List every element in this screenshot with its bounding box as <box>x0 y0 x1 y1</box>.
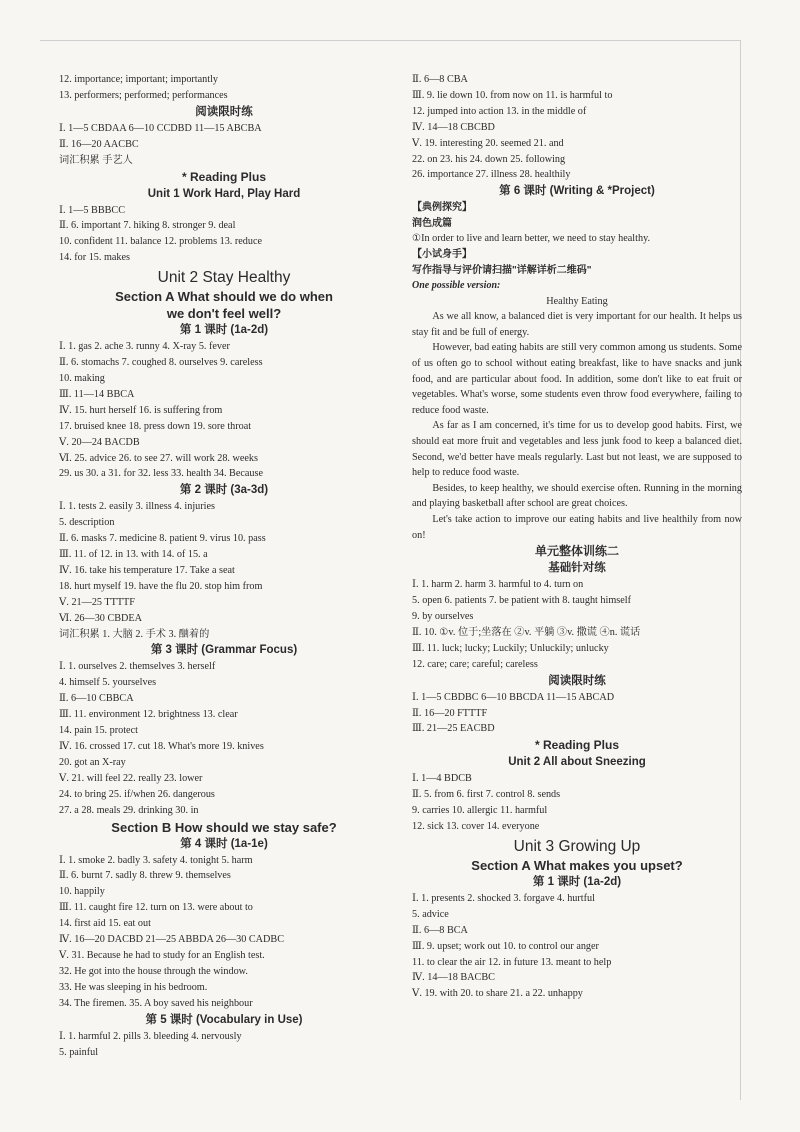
small-bold-right-column-9: 润色成篇 <box>412 217 452 229</box>
lesson-title-left-column-58: 第 5 课时 (Vocabulary in Use) <box>145 1013 303 1026</box>
line-left-column-8: Ⅰ. 1—5 BBBCC <box>59 204 126 216</box>
lesson-title-left-column-2: 阅读限时练 <box>195 105 253 118</box>
line-left-column-16: Ⅰ. 1. gas 2. ache 3. runny 4. X-ray 5. fever <box>59 341 230 353</box>
line-left-column-39: Ⅲ. 11. environment 12. brightness 13. clear <box>59 709 238 721</box>
line-left-column-18: 10. making <box>59 372 105 384</box>
line-right-column-6: 26. importance 27. illness 28. healthily <box>412 169 571 181</box>
small-bold-right-column-12: 写作指导与评价请扫描"详解详析二维码" <box>412 264 592 276</box>
sec-center-right-column-20: 单元整体训练二 <box>534 544 619 559</box>
section-heading-left-column-46: Section B How should we stay safe? <box>111 819 337 835</box>
line-left-column-52: 14. first aid 15. eat out <box>59 918 151 930</box>
line-right-column-47: Ⅴ. 19. with 20. to share 21. a 22. unhappy <box>412 988 583 1000</box>
line-left-column-11: 14. for 15. makes <box>59 252 131 264</box>
line-right-column-1: Ⅲ. 9. lie down 10. from now on 11. is harmful to <box>412 89 613 101</box>
line-left-column-21: 17. bruised knee 18. press down 19. sore throat <box>59 420 252 432</box>
line-left-column-30: Ⅳ. 16. take his temperature 17. Take a seat <box>59 564 235 576</box>
line-left-column-60: 5. painful <box>59 1046 99 1058</box>
lesson-title-right-column-21: 基础针对练 <box>548 562 606 575</box>
line-right-column-44: Ⅲ. 9. upset; work out 10. to control our anger <box>412 940 599 952</box>
line-right-column-29: Ⅰ. 1—5 CBDBC 6—10 BBCDA 11—15 ABCAD <box>412 691 615 703</box>
line-left-column-19: Ⅲ. 11—14 BBCA <box>59 388 135 400</box>
lesson-title-left-column-25: 第 2 课时 (3a-3d) <box>179 484 269 497</box>
line-left-column-57: 34. The firemen. 35. A boy saved his neighbour <box>59 997 253 1009</box>
line-right-column-3: Ⅳ. 14—18 CBCBD <box>412 121 495 133</box>
unit-heading-right-column-38: Unit 3 Growing Up <box>513 837 641 855</box>
line-right-column-4: Ⅴ. 19. interesting 20. seemed 21. and <box>412 137 564 149</box>
line-right-column-37: 12. sick 13. cover 14. everyone <box>412 821 540 833</box>
sec-center-right-column-32: * Reading Plus <box>534 738 620 753</box>
line-left-column-34: 词汇积累 1. 大脑 2. 手术 3. 酗着的 <box>59 628 210 640</box>
line-right-column-5: 22. on 23. his 24. down 25. following <box>412 153 566 165</box>
section-heading-left-column-13: Section A What should we do when <box>115 289 333 305</box>
para-right-column-15: As we all know, a balanced diet is very important for our health. It helps us stay fit and be full of energy. <box>412 311 742 338</box>
line-left-column-44: 24. to bring 25. if/when 26. dangerous <box>59 788 215 800</box>
para-right-column-17: As far as I am concerned, it's time for us to develop good habits. First, we should eat more fruit and vegetables and less junk food to keep a balanced diet. Second, we'd better have meals regularly. Last but not least, we are supposed to help to reduce food waste. <box>412 420 742 479</box>
line-left-column-10: 10. confident 11. balance 12. problems 13. reduce <box>59 236 263 248</box>
line-left-column-32: Ⅴ. 21—25 TTTTF <box>59 596 135 608</box>
line-left-column-9: Ⅱ. 6. important 7. hiking 8. stronger 9. deal <box>59 220 236 232</box>
para-right-column-18: Besides, to keep healthy, we should exercise often. Running in the morning and playing basketball after school are great choices. <box>412 482 742 510</box>
line-left-column-54: Ⅴ. 31. Because he had to study for an English test. <box>59 949 265 961</box>
line-left-column-28: Ⅱ. 6. masks 7. medicine 8. patient 9. virus 10. pass <box>59 533 266 545</box>
line-left-column-26: Ⅰ. 1. tests 2. easily 3. illness 4. injuries <box>59 501 215 513</box>
line-right-column-31: Ⅲ. 21—25 EACBD <box>412 723 495 735</box>
line-left-column-56: 33. He was sleeping in his bedroom. <box>59 981 208 993</box>
small-bold-right-column-8: 【典例探究】 <box>412 202 472 214</box>
line-right-column-25: Ⅱ. 10. ①v. 位于;坐落在 ②v. 平躺 ③v. 撒谎 ④n. 谎话 <box>412 626 641 638</box>
line-left-column-33: Ⅵ. 26—30 CBDEA <box>59 612 142 624</box>
line-left-column-51: Ⅲ. 11. caught fire 12. turn on 13. were about to <box>59 902 253 914</box>
page-top-border <box>40 40 740 41</box>
line-right-column-2: 12. jumped into action 13. in the middle of <box>412 105 587 117</box>
line-left-column-49: Ⅱ. 6. burnt 7. sadly 8. threw 9. themselves <box>59 870 231 882</box>
left-column <box>59 72 389 1060</box>
para-right-column-19: Let's take action to improve our eating habits and live healthily from now on! <box>412 513 742 541</box>
line-left-column-5: 词汇积累 手艺人 <box>59 154 133 166</box>
small-bold-right-column-11: 【小试身手】 <box>412 249 472 261</box>
line-right-column-43: Ⅱ. 6—8 BCA <box>412 924 468 936</box>
line-right-column-27: 12. care; care; careful; careless <box>412 658 538 670</box>
line-left-column-20: Ⅳ. 15. hurt herself 16. is suffering from <box>59 404 223 416</box>
line-left-column-4: Ⅱ. 16—20 AACBC <box>59 138 139 150</box>
line-right-column-22: Ⅰ. 1. harm 2. harm 3. harmful to 4. turn on <box>412 579 584 591</box>
sec-center-left-column-6: * Reading Plus <box>181 169 267 184</box>
line-left-column-50: 10. happily <box>59 886 105 898</box>
line-left-column-41: Ⅳ. 16. crossed 17. cut 18. What's more 19. knives <box>59 741 264 752</box>
line-right-column-10: ①In order to live and learn better, we need to stay healthy. <box>412 233 651 245</box>
line-right-column-42: 5. advice <box>412 908 449 920</box>
lesson-title-right-column-28: 阅读限时练 <box>548 674 606 687</box>
essay-title-right-column-14: Healthy Eating <box>546 295 608 307</box>
line-left-column-45: 27. a 28. meals 29. drinking 30. in <box>59 804 199 816</box>
line-right-column-23: 5. open 6. patients 7. be patient with 8. taught himself <box>412 595 631 607</box>
line-left-column-55: 32. He got into the house through the window. <box>59 965 248 977</box>
section-heading-right-column-39: Section A What makes you upset? <box>471 857 683 873</box>
line-left-column-48: Ⅰ. 1. smoke 2. badly 3. safety 4. tonight 5. harm <box>59 854 253 866</box>
line-left-column-17: Ⅱ. 6. stomachs 7. coughed 8. ourselves 9. careless <box>59 357 263 369</box>
line-right-column-41: Ⅰ. 1. presents 2. shocked 3. forgave 4. hurtful <box>412 892 595 904</box>
italic-bold-right-column-13: One possible version: <box>412 280 501 292</box>
line-right-column-30: Ⅱ. 16—20 FTTTF <box>412 707 488 719</box>
unit-heading-left-column-12: Unit 2 Stay Healthy <box>157 269 291 287</box>
line-right-column-34: Ⅰ. 1—4 BDCB <box>412 773 472 785</box>
lesson-title-right-column-7: 第 6 课时 (Writing & *Project) <box>499 185 655 198</box>
line-left-column-0: 12. importance; important; importantly <box>59 74 219 85</box>
lesson-title-right-column-40: 第 1 课时 (1a-2d) <box>532 875 622 888</box>
line-left-column-42: 20. got an X-ray <box>59 756 126 768</box>
lesson-title-left-column-35: 第 3 课时 (Grammar Focus) <box>150 644 298 657</box>
line-left-column-36: Ⅰ. 1. ourselves 2. themselves 3. herself <box>59 661 216 673</box>
line-right-column-35: Ⅱ. 5. from 6. first 7. control 8. sends <box>412 789 561 801</box>
line-left-column-38: Ⅱ. 6—10 CBBCA <box>59 693 134 705</box>
lesson-title-left-column-7: Unit 1 Work Hard, Play Hard <box>147 187 301 200</box>
lesson-title-right-column-33: Unit 2 All about Sneezing <box>508 756 646 769</box>
line-left-column-43: Ⅴ. 21. will feel 22. really 23. lower <box>59 772 203 784</box>
line-left-column-53: Ⅳ. 16—20 DACBD 21—25 ABBDA 26—30 CADBC <box>59 934 284 946</box>
line-left-column-59: Ⅰ. 1. harmful 2. pills 3. bleeding 4. nervously <box>59 1030 242 1042</box>
line-right-column-46: Ⅳ. 14—18 BACBC <box>412 972 495 984</box>
right-column <box>412 72 742 1002</box>
line-left-column-23: Ⅵ. 25. advice 26. to see 27. will work 28. weeks <box>59 452 258 464</box>
line-left-column-40: 14. pain 15. protect <box>59 725 138 737</box>
line-left-column-1: 13. performers; performed; performances <box>59 89 228 101</box>
line-left-column-27: 5. description <box>59 517 115 529</box>
line-left-column-37: 4. himself 5. yourselves <box>59 677 157 689</box>
line-right-column-36: 9. carries 10. allergic 11. harmful <box>412 805 548 817</box>
para-right-column-16: However, bad eating habits are still very common among us students. Some of us often go to school without eating breakfast, like to have snacks and junk food, and are particular about food. In addition, some don't like to eat fruit or vegetables. What's worse, some students even throw food everywhere, failing to reduce food waste. <box>412 342 742 416</box>
line-left-column-24: 29. us 30. a 31. for 32. less 33. health 34. Because <box>59 468 263 480</box>
line-right-column-45: 11. to clear the air 12. in future 13. meant to help <box>412 956 612 968</box>
lesson-title-left-column-15: 第 1 课时 (1a-2d) <box>179 324 269 337</box>
line-right-column-26: Ⅲ. 11. luck; lucky; Luckily; Unluckily; unlucky <box>412 642 609 654</box>
line-left-column-22: Ⅴ. 20—24 BACDB <box>59 436 140 448</box>
line-right-column-0: Ⅱ. 6—8 CBA <box>412 74 468 85</box>
line-left-column-31: 18. hurt myself 19. have the flu 20. stop him from <box>59 580 263 592</box>
line-left-column-3: Ⅰ. 1—5 CBDAA 6—10 CCDBD 11—15 ABCBA <box>59 122 262 134</box>
line-left-column-29: Ⅲ. 11. of 12. in 13. with 14. of 15. a <box>59 549 208 561</box>
section-heading-left-column-14: we don't feel well? <box>166 306 282 322</box>
lesson-title-left-column-47: 第 4 课时 (1a-1e) <box>180 837 268 850</box>
line-right-column-24: 9. by ourselves <box>412 610 474 622</box>
